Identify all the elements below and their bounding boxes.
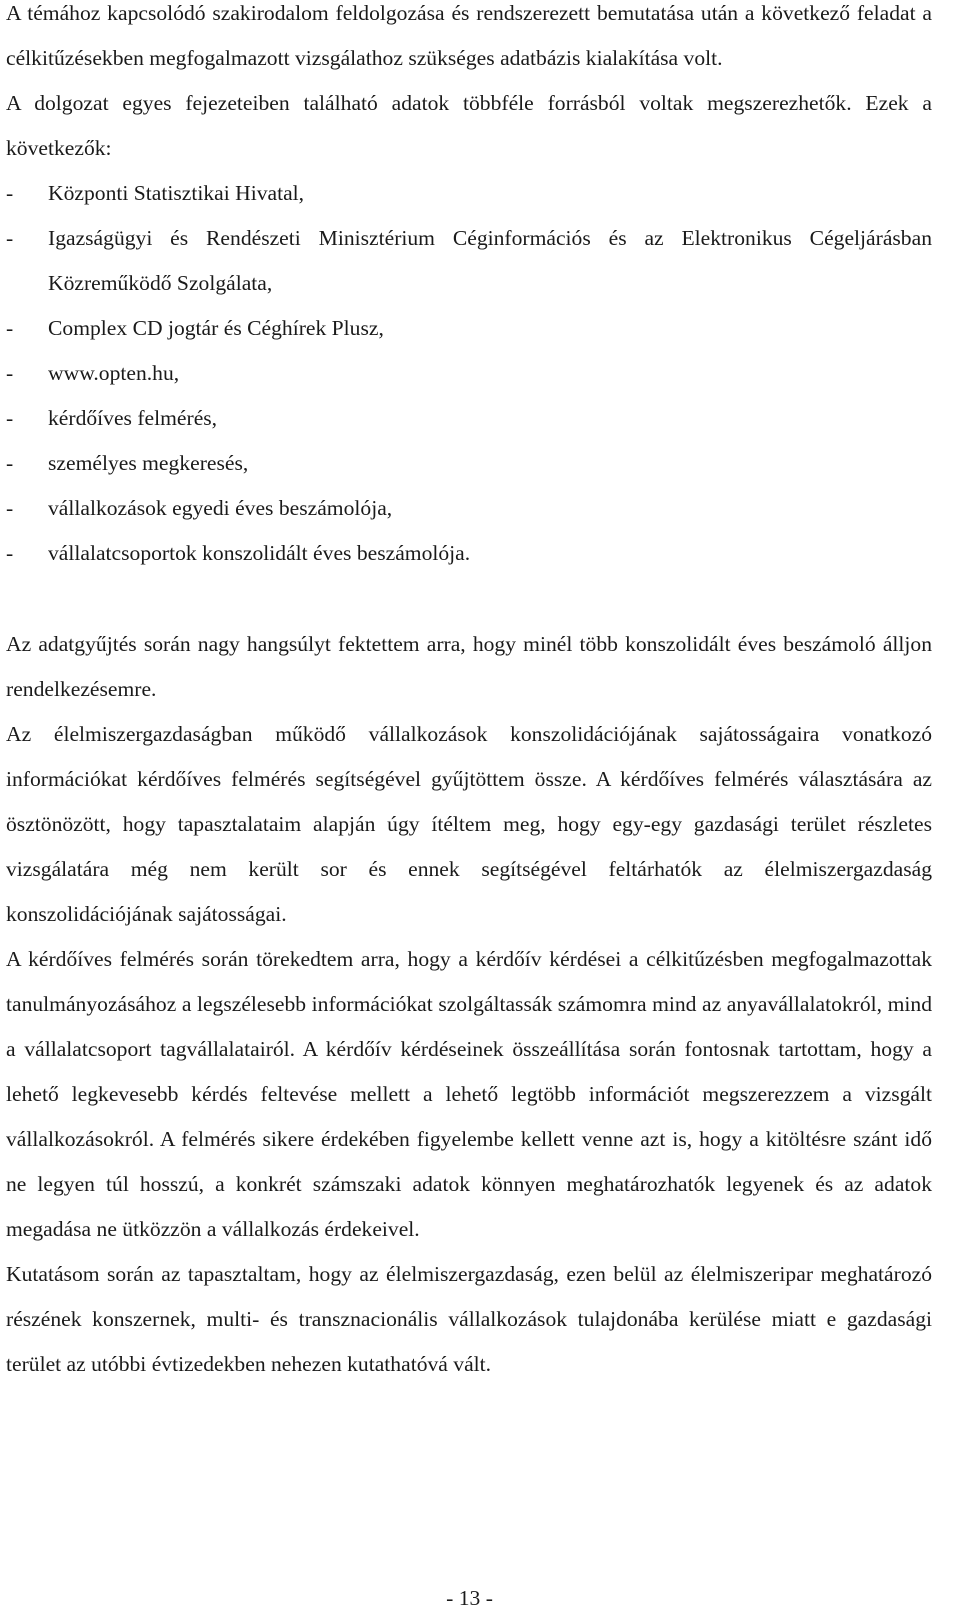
list-item [6,171,932,216]
list-dash: - [6,496,14,520]
body-paragraph: Az élelmiszergazdaságban működő vállalkozások konszolidációjának sajátosságaira vonatkozó információkat kérdőíves felmérés segítségével gyűjtöttem össze. A kérdőíves felmérés választására az ösztönözött, hogy tapasztalataim alapján úgy ítéltem meg, hogy egy-egy gazdasági terület részletes vizsgálatára még nem került sor és ennek segítségével feltárhatók az élelmiszergazdaság konszolidációjának sajátosságai. [6,722,932,926]
document-page [6,0,932,1387]
list-item [6,531,932,576]
list-dash: - [6,316,14,340]
data-sources-list [6,171,932,576]
intro-paragraph: A dolgozat egyes fejezeteiben található adatok többféle forrásból voltak megszerezhetők. Ezek a következők: [6,91,932,160]
list-item-text: vállalkozások egyedi éves beszámolója, [48,496,393,520]
list-dash: - [6,541,14,565]
list-item [6,486,932,531]
body-paragraph: Az adatgyűjtés során nagy hangsúlyt fektettem arra, hogy minél több konszolidált éves beszámoló álljon rendelkezésemre. [6,632,932,701]
list-item-text: Igazságügyi és Rendészeti Minisztérium Céginformációs és az Elektronikus Cégeljárásban Közreműködő Szolgálata, [48,226,932,295]
list-item-text: Complex CD jogtár és Céghírek Plusz, [48,316,384,340]
list-item-text: Központi Statisztikai Hivatal, [48,181,305,205]
list-dash: - [6,451,14,475]
list-item [6,216,932,306]
list-item-text: www.opten.hu, [48,361,180,385]
list-dash: - [6,226,14,250]
list-item [6,441,932,486]
list-item [6,306,932,351]
list-dash: - [6,406,14,430]
list-item [6,351,932,396]
intro-paragraph: A témához kapcsolódó szakirodalom feldolgozása és rendszerezett bemutatása után a következő feladat a célkitűzésekben megfogalmazott vizsgálathoz szükséges adatbázis kialakítása volt. [6,1,932,70]
list-item [6,396,932,441]
list-dash: - [6,181,14,205]
list-item-text: kérdőíves felmérés, [48,406,218,430]
body-paragraph: Kutatásom során az tapasztaltam, hogy az élelmiszergazdaság, ezen belül az élelmiszeripar meghatározó részének konszernek, multi- és transznacionális vállalkozások tulajdonába kerülése miatt e gazdasági terület az utóbbi évtizedekben nehezen kutathatóvá vált. [6,1262,932,1376]
paragraph-spacer [6,576,932,622]
list-item-text: vállalatcsoportok konszolidált éves beszámolója. [48,541,471,565]
page-number: - 13 - [446,1586,493,1610]
body-paragraph: A kérdőíves felmérés során törekedtem arra, hogy a kérdőív kérdései a célkitűzésben megfogalmazottak tanulmányozásához a legszélesebb információkat szolgáltassák számomra mind az anyavállalatokról, mind a vállalatcsoport tagvállalatairól. A kérdőív kérdéseinek összeállítása során fontosnak tartottam, hogy a lehető legkevesebb kérdés feltevése mellett a lehető legtöbb információt megszerezzem a vizsgált vállalkozásokról. A felmérés sikere érdekében figyelembe kellett venne azt is, hogy a kitöltésre szánt idő ne legyen túl hosszú, a konkrét számszaki adatok könnyen meghatározhatók legyenek és az adatok megadása ne ütközzön a vállalkozás érdekeivel. [6,947,932,1241]
list-dash: - [6,361,14,385]
list-item-text: személyes megkeresés, [48,451,249,475]
